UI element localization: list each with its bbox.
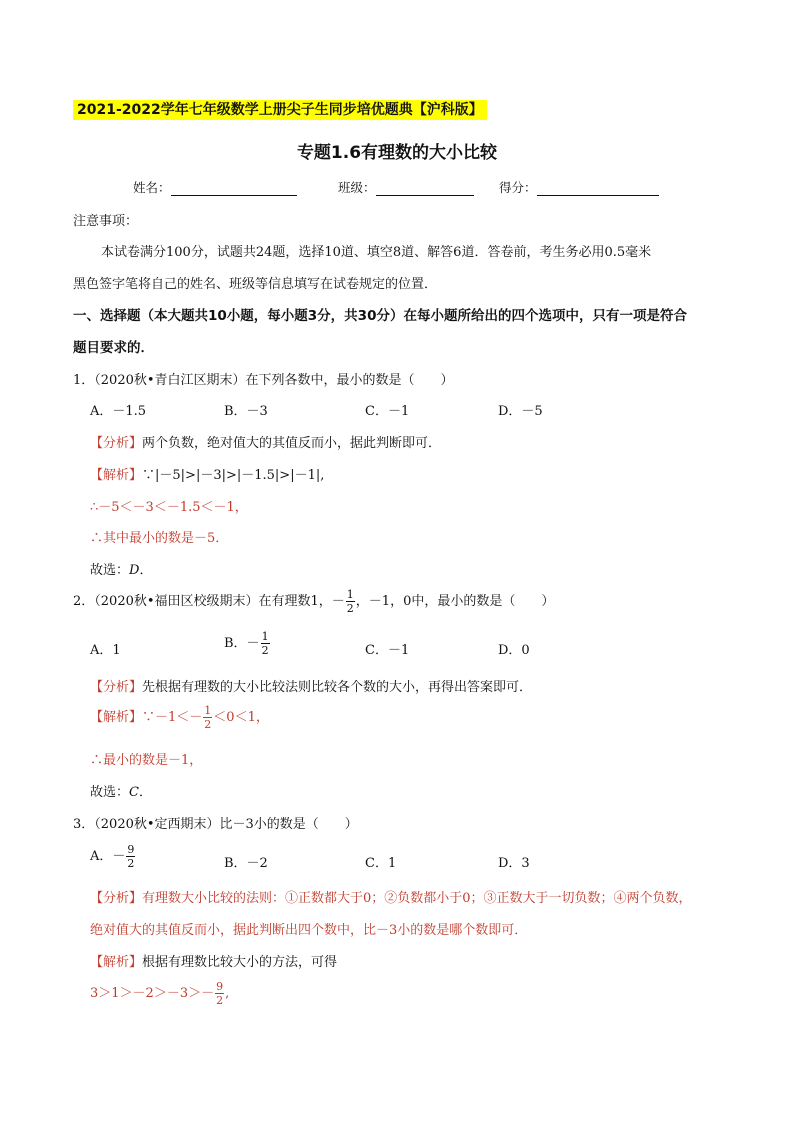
fraction-numerator: 9 [127, 843, 135, 856]
q2-analysis [90, 676, 532, 695]
q2-stem [73, 588, 554, 615]
q2-stem-suffix: ，－1，0中，最小的数是（ ） [355, 594, 555, 609]
q3-analysis [90, 887, 692, 906]
q2-answer-letter: C [129, 785, 139, 800]
fraction-numerator: 1 [261, 630, 269, 643]
q3-step-1-fraction [215, 980, 224, 1007]
q2-option-b-fraction [261, 630, 270, 657]
q1-analysis-text: 两个负数，绝对值大的其值反而小，据此判断即可． [142, 436, 442, 451]
q3-option-a [90, 843, 136, 870]
q1-option-d: D．－5 [498, 404, 543, 419]
q1-solution-text: ∵|－5|>|－3|>|－1.5|>|－1|, [142, 468, 325, 483]
q1-option-a: A．－1.5 [90, 404, 147, 419]
q1-answer-suffix: ． [139, 563, 153, 578]
q2-stem-fraction [346, 588, 355, 615]
name-blank[interactable] [171, 181, 297, 196]
notice-heading: 注意事项： [73, 214, 139, 229]
q3-analysis-line-2: 绝对值大的其值反而小，据此判断出四个数中，比－3小的数是哪个数即可． [90, 923, 528, 938]
class-label: 班级： [338, 180, 376, 195]
q3-step-1 [90, 980, 229, 1007]
fraction-denominator: 2 [216, 994, 224, 1007]
name-label: 姓名： [133, 180, 171, 195]
section-heading-2: 题目要求的． [73, 340, 154, 356]
q2-answer [90, 781, 152, 800]
q3-option-b: B．－2 [224, 856, 268, 871]
q2-solution-prefix: ∵－1＜－ [142, 710, 203, 725]
q2-option-b-prefix: B．－ [224, 636, 260, 651]
q3-solution-tag: 【解析】 [90, 955, 143, 970]
q2-solution [90, 704, 269, 731]
fraction-numerator: 1 [204, 704, 212, 717]
q2-option-a: A．1 [90, 643, 121, 658]
q1-step-2: ∴其中最小的数是－5． [90, 531, 229, 546]
q1-option-c: C．－1 [365, 404, 410, 419]
q2-solution-tag: 【解析】 [90, 710, 143, 725]
series-banner: 2021-2022学年七年级数学上册尖子生同步培优题典【沪科版】 [73, 100, 487, 120]
q1-solution-tag: 【解析】 [90, 468, 143, 483]
q2-option-b [224, 630, 271, 657]
fraction-denominator: 2 [261, 644, 269, 657]
q2-analysis-text: 先根据有理数的大小比较法则比较各个数的大小，再得出答案即可． [142, 680, 533, 695]
class-blank[interactable] [376, 181, 474, 196]
fraction-denominator: 2 [204, 718, 212, 731]
q2-option-d: D．0 [498, 643, 530, 658]
q3-solution [90, 951, 337, 970]
q1-answer-letter: D [129, 563, 140, 578]
q1-analysis [90, 432, 441, 451]
score-label: 得分： [499, 180, 537, 195]
q2-analysis-tag: 【分析】 [90, 680, 143, 695]
score-field[interactable] [499, 178, 659, 196]
q3-step-1-prefix: 3＞1＞－2＞－3＞－ [90, 986, 215, 1001]
q3-option-a-prefix: A．－ [90, 849, 126, 864]
q1-option-b: B．－3 [224, 404, 268, 419]
q2-solution-suffix: ＜0＜1， [213, 710, 269, 725]
q3-step-1-suffix: , [225, 986, 230, 1001]
q1-stem: 1．（2020秋•青白江区期末）在下列各数中，最小的数是（ ） [73, 373, 454, 388]
q3-analysis-text: 有理数大小比较的法则：①正数都大于0；②负数都小于0；③正数大于一切负数；④两个负数， [142, 891, 692, 906]
q3-solution-text: 根据有理数比较大小的方法，可得 [142, 955, 338, 970]
q3-analysis-tag: 【分析】 [90, 891, 143, 906]
q3-option-a-fraction [126, 843, 135, 870]
class-field[interactable] [338, 178, 474, 196]
q1-answer [90, 559, 152, 578]
notice-line-1: 本试卷满分100分，试题共24题，选择10道、填空8道、解答6道．答卷前，考生务必用0.5毫米 [101, 245, 652, 260]
q2-answer-prefix: 故选： [90, 785, 130, 800]
q1-solution [90, 464, 324, 483]
name-field[interactable] [133, 178, 297, 196]
q1-analysis-tag: 【分析】 [90, 436, 143, 451]
q2-solution-fraction [203, 704, 212, 731]
section-heading-1: 一、选择题（本大题共10小题，每小题3分，共30分）在每小题所给出的四个选项中，只有一项是符合 [73, 308, 687, 324]
q3-stem: 3．（2020秋•定西期末）比－3小的数是（ ） [73, 817, 358, 832]
q2-answer-suffix: ． [138, 785, 152, 800]
q1-answer-prefix: 故选： [90, 563, 130, 578]
fraction-denominator: 2 [346, 602, 354, 615]
page-title: 专题1.6有理数的大小比较 [296, 143, 498, 163]
score-blank[interactable] [537, 181, 659, 196]
q2-stem-prefix: 2．（2020秋•福田区校级期末）在有理数1，－ [73, 594, 345, 609]
q3-option-c: C．1 [365, 856, 397, 871]
q2-step-1: ∴最小的数是－1， [90, 753, 203, 768]
fraction-denominator: 2 [127, 857, 135, 870]
fraction-numerator: 1 [346, 588, 354, 601]
fraction-numerator: 9 [216, 980, 224, 993]
q3-option-d: D．3 [498, 856, 530, 871]
q2-option-c: C．－1 [365, 643, 410, 658]
notice-line-2: 黑色签字笔将自己的姓名、班级等信息填写在试卷规定的位置． [73, 277, 438, 292]
q1-step-1: ∴－5＜－3＜－1.5＜－1， [90, 500, 248, 515]
